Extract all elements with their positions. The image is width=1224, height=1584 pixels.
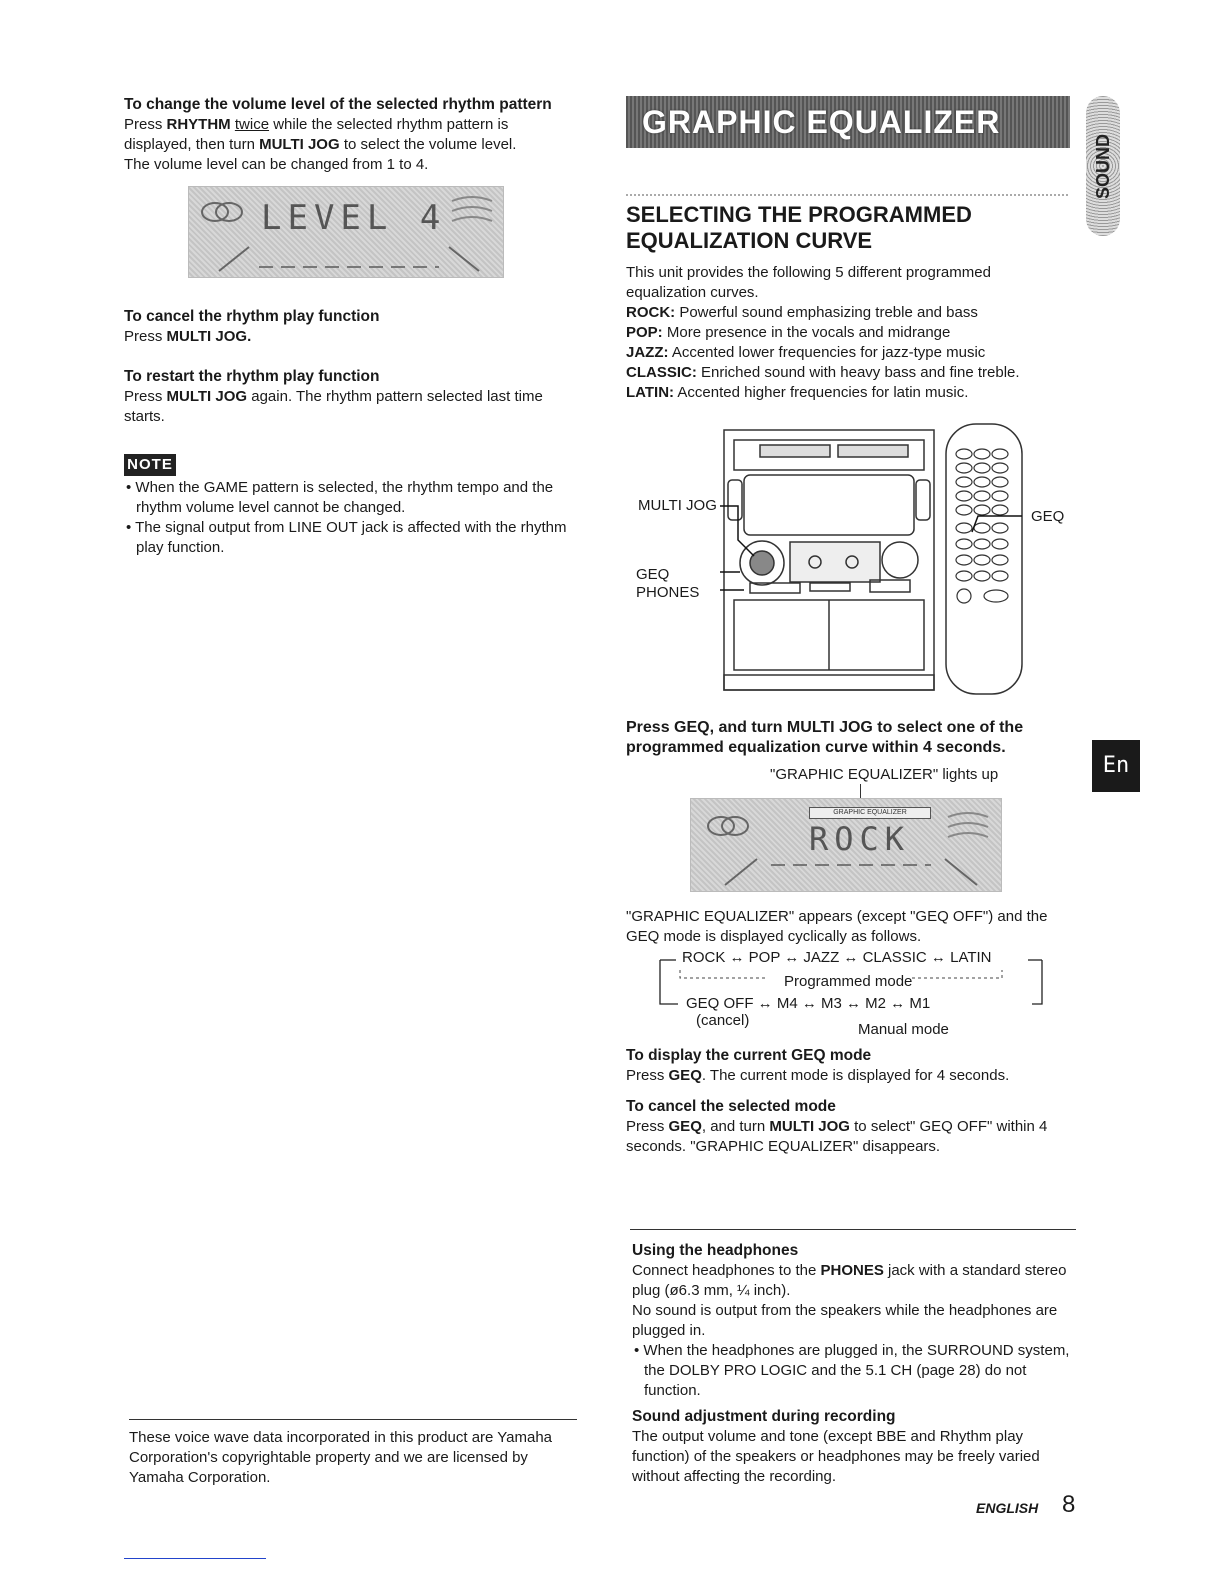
geq-indicator: GRAPHIC EQUALIZER xyxy=(809,807,931,819)
manual-mode-label: Manual mode xyxy=(858,1021,949,1038)
restart-rhythm-heading: To restart the rhythm play function xyxy=(124,368,380,385)
section-title-line-1: SELECTING THE PROGRAMMED xyxy=(626,202,972,227)
bottom-rule xyxy=(124,1558,266,1559)
cancel-mode-heading: To cancel the selected mode xyxy=(626,1098,836,1115)
cancel-rhythm-heading: To cancel the rhythm play function xyxy=(124,308,380,325)
label-geq-left: GEQ xyxy=(636,566,670,583)
headphones-block xyxy=(632,1241,1078,1401)
banner-rule xyxy=(626,194,1070,196)
headphones-text: Connect headphones to the PHONES jack with a standard stereo plug (ø6.3 mm, ¼ inch). xyxy=(632,1262,1067,1299)
notes-list xyxy=(124,478,572,558)
cancel-rhythm-block xyxy=(124,307,572,347)
recording-text: The output volume and tone (except BBE and Rhythm play function) of the speakers or headphones may be freely varied without affecting the recording. xyxy=(632,1428,1040,1485)
section-banner xyxy=(626,96,1070,148)
restart-rhythm-block xyxy=(124,367,572,427)
volume-heading: To change the volume level of the selected rhythm pattern xyxy=(124,96,552,113)
lcd-rock-text: ROCK xyxy=(809,820,911,858)
appears-text: "GRAPHIC EQUALIZER" appears (except "GEQ OFF") and the GEQ mode is displayed cyclically as follows. xyxy=(626,908,1048,945)
lights-up-caption: "GRAPHIC EQUALIZER" lights up xyxy=(770,766,999,783)
lcd-level-display xyxy=(188,186,504,278)
label-phones: PHONES xyxy=(636,584,700,601)
label-geq-right: GEQ xyxy=(1031,508,1065,525)
lcd-level-text: LEVEL 4 xyxy=(261,198,447,238)
recording-block xyxy=(632,1407,1078,1487)
lcd-bar-graph xyxy=(711,855,991,887)
curve-item-latin: LATIN: Accented higher frequencies for latin music. xyxy=(626,384,969,401)
display-mode-heading: To display the current GEQ mode xyxy=(626,1047,872,1064)
label-multi-jog: MULTI JOG xyxy=(638,497,717,514)
sound-side-tab xyxy=(1086,96,1120,236)
note-badge: NOTE xyxy=(124,454,176,476)
geq-instruction: Press GEQ, and turn MULTI JOG to select one of the programmed equalization curve within 4 seconds. xyxy=(626,719,1024,756)
display-mode-text: Press GEQ. The current mode is displayed for 4 seconds. xyxy=(626,1067,1010,1084)
section-title xyxy=(626,202,1070,254)
curve-item-rock: ROCK: Powerful sound emphasizing treble and bass xyxy=(626,304,978,321)
cycle-programmed-row: ROCK ↔ POP ↔ JAZZ ↔ CLASSIC ↔ LATIN xyxy=(682,949,992,966)
wave-icon xyxy=(943,809,993,849)
volume-range-text: The volume level can be changed from 1 to 4. xyxy=(124,156,429,173)
cancel-rhythm-text: Press MULTI JOG. xyxy=(124,328,252,345)
section-title-line-2: EQUALIZATION CURVE xyxy=(626,228,873,253)
page-language: ENGLISH xyxy=(976,1500,1039,1516)
display-mode-block xyxy=(626,1046,1074,1086)
recording-heading: Sound adjustment during recording xyxy=(632,1408,896,1425)
wave-icon xyxy=(447,193,497,233)
volume-text: Press RHYTHM twice while the selected rhythm pattern is displayed, then turn MULTI JOG to select the volume level. xyxy=(124,116,517,153)
headphones-divider xyxy=(630,1229,1076,1230)
curve-item-jazz: JAZZ: Accented lower frequencies for jazz-type music xyxy=(626,344,986,361)
intro-text: This unit provides the following 5 different programmed equalization curves. xyxy=(626,264,991,301)
geq-cycle-diagram xyxy=(656,948,1048,1042)
footer-divider xyxy=(129,1419,577,1420)
surround-icon xyxy=(199,195,247,229)
lcd-rock-display xyxy=(690,798,1002,892)
banner-title: GRAPHIC EQUALIZER xyxy=(642,104,1001,140)
cycle-manual-row: GEQ OFF ↔ M4 ↔ M3 ↔ M2 ↔ M1 xyxy=(686,995,931,1012)
headphones-note: • When the headphones are plugged in, the SURROUND system, the DOLBY PRO LOGIC and the 5.1 CH (page 28) do not function. xyxy=(634,1342,1070,1399)
headphones-speaker-text: No sound is output from the speakers while the headphones are plugged in. xyxy=(632,1302,1058,1339)
programmed-mode-label: Programmed mode xyxy=(784,973,913,990)
cancel-mode-block xyxy=(626,1097,1074,1157)
left-column xyxy=(124,95,572,175)
cancel-label: (cancel) xyxy=(696,1012,750,1029)
restart-rhythm-text: Press MULTI JOG again. The rhythm pattern selected last time starts. xyxy=(124,388,543,425)
note-item: • When the GAME pattern is selected, the rhythm tempo and the rhythm volume level cannot be changed. xyxy=(126,479,554,516)
lcd-bar-graph xyxy=(209,243,489,273)
curve-item-classic: CLASSIC: Enriched sound with heavy bass and fine treble. xyxy=(626,364,1020,381)
yamaha-footnote: These voice wave data incorporated in this product are Yamaha Corporation's copyrightable property and we are licensed by Yamaha Corporation. xyxy=(129,1429,553,1486)
curve-item-pop: POP: More presence in the vocals and midrange xyxy=(626,324,951,341)
intro-block xyxy=(626,263,1074,403)
sound-tab-label: SOUND xyxy=(1093,133,1113,199)
surround-icon xyxy=(705,809,753,843)
headphones-heading: Using the headphones xyxy=(632,1242,799,1259)
language-tab: En xyxy=(1092,740,1140,792)
page-number: 8 xyxy=(1062,1491,1076,1518)
stereo-system-illustration xyxy=(720,420,1030,700)
cancel-mode-text: Press GEQ, and turn MULTI JOG to select" GEQ OFF" within 4 seconds. "GRAPHIC EQUALIZER" disappears. xyxy=(626,1118,1048,1155)
note-item: • The signal output from LINE OUT jack is affected with the rhythm play function. xyxy=(126,519,567,556)
